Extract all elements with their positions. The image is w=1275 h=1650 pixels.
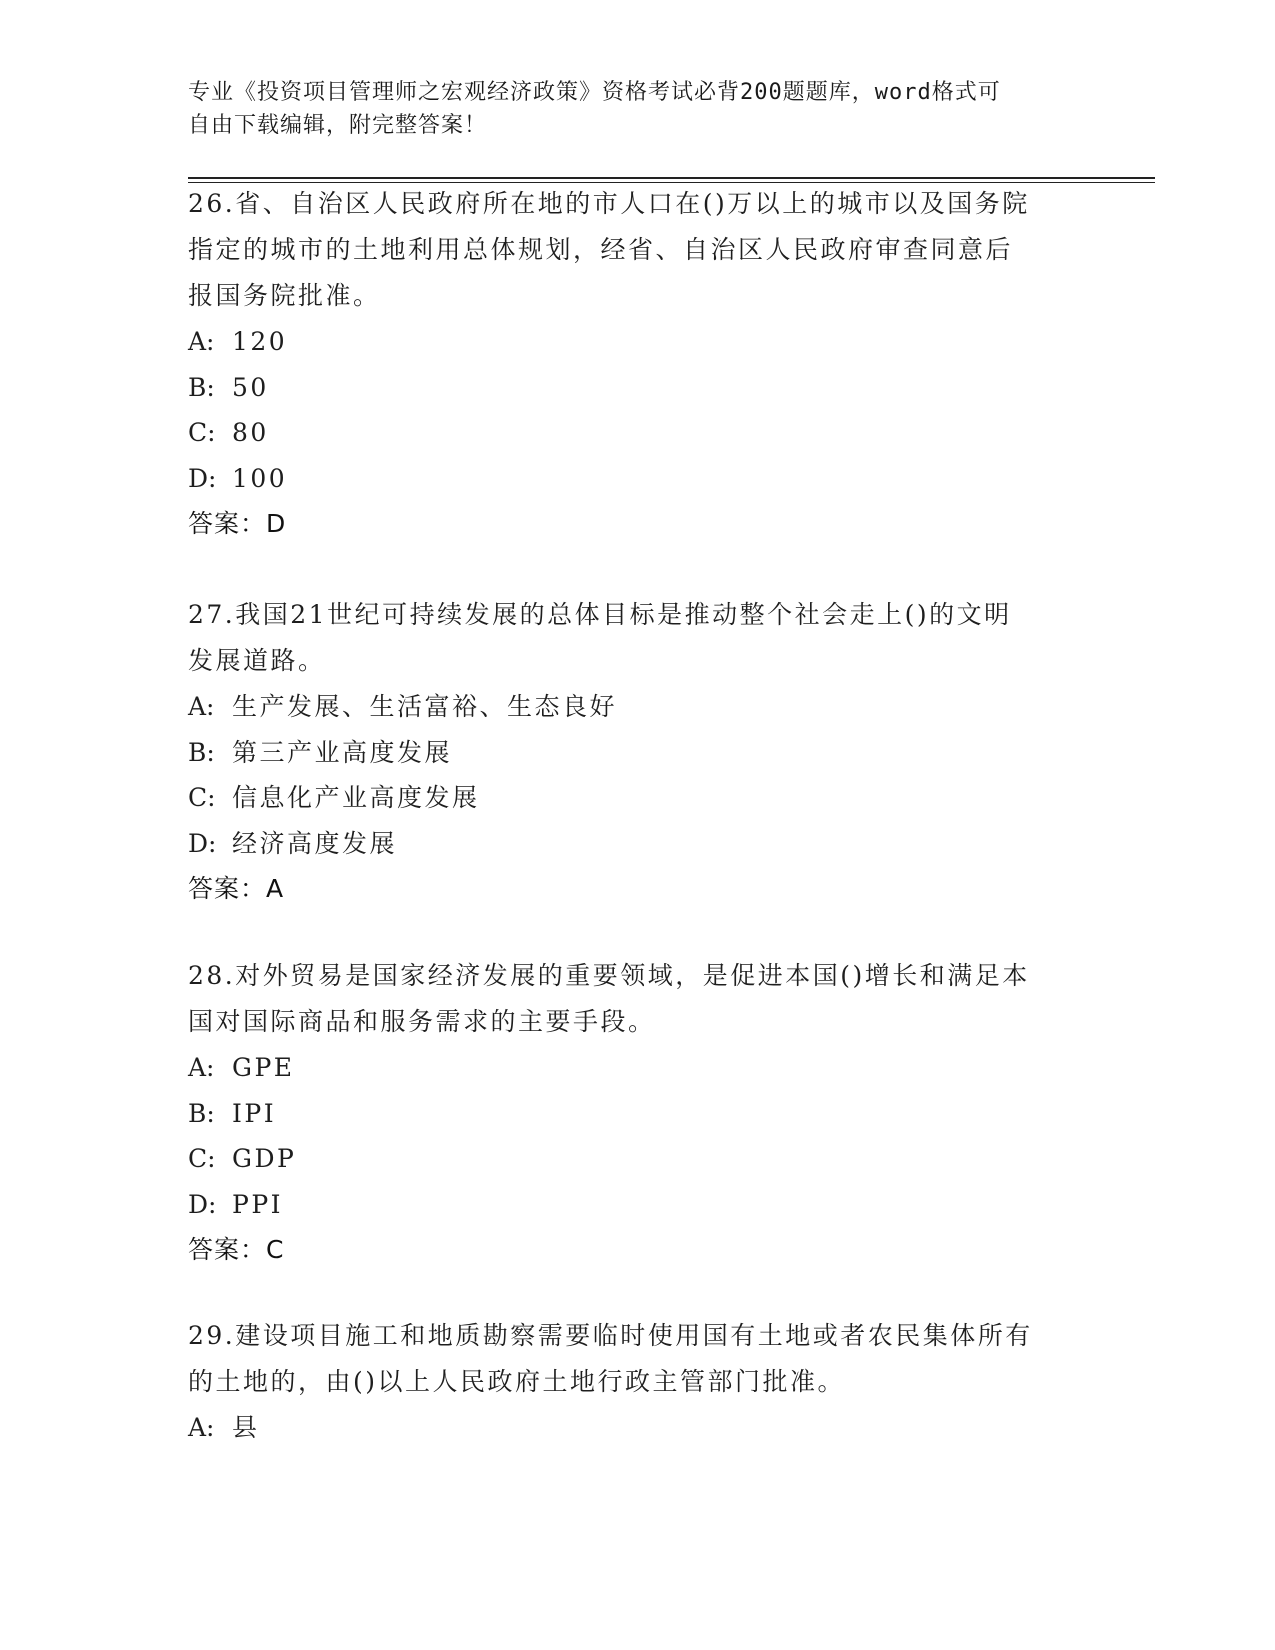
option-text: 100 <box>232 463 288 493</box>
stem-line: 报国务院批准。 <box>188 281 381 310</box>
option-d <box>188 1182 1088 1228</box>
option-a <box>188 684 1088 730</box>
option-text: 信息化产业高度发展 <box>232 783 480 812</box>
option-letter: C: <box>188 783 216 812</box>
question-stem <box>188 1313 1088 1405</box>
option-text: IPI <box>232 1098 277 1128</box>
option-b <box>188 1091 1088 1137</box>
option-d <box>188 821 1088 867</box>
option-a <box>188 1045 1088 1091</box>
answer-line: 答案：D <box>188 509 287 538</box>
stem-line: 26.省、自治区人民政府所在地的市人口在()万以上的城市以及国务院 <box>188 189 1030 218</box>
option-text: PPI <box>232 1189 284 1219</box>
stem-line: 发展道路。 <box>188 646 326 675</box>
stem-line: 的土地的，由()以上人民政府土地行政主管部门批准。 <box>188 1367 846 1396</box>
option-text: 经济高度发展 <box>232 828 398 858</box>
answer-line: 答案：A <box>188 874 285 903</box>
document-header <box>188 76 1068 142</box>
stem-line: 指定的城市的土地利用总体规划，经省、自治区人民政府审查同意后 <box>188 235 1014 264</box>
header-line-2: 自由下载编辑，附完整答案！ <box>188 113 488 138</box>
option-text: GPE <box>232 1053 295 1082</box>
stem-line: 28.对外贸易是国家经济发展的重要领域，是促进本国()增长和满足本 <box>188 961 1030 990</box>
option-letter: B: <box>188 737 215 767</box>
question-27 <box>188 592 1088 911</box>
option-letter: D: <box>188 463 217 493</box>
option-text: 第三产业高度发展 <box>232 737 453 767</box>
option-letter: A: <box>188 692 215 721</box>
option-c <box>188 1136 1088 1182</box>
answer-line: 答案：C <box>188 1235 285 1264</box>
question-29 <box>188 1313 1088 1451</box>
header-line-1: 专业《投资项目管理师之宏观经济政策》资格考试必背200题题库，word格式可 <box>188 80 1001 105</box>
option-text: 80 <box>232 418 269 447</box>
option-letter: D: <box>188 828 217 858</box>
option-letter: B: <box>188 1098 215 1128</box>
stem-line: 27.我国21世纪可持续发展的总体目标是推动整个社会走上()的文明 <box>188 600 1012 629</box>
option-letter: A: <box>188 1413 215 1442</box>
option-b <box>188 365 1088 411</box>
option-letter: D: <box>188 1189 217 1219</box>
header-divider-thick <box>188 177 1155 179</box>
option-text: 50 <box>232 372 269 402</box>
option-letter: A: <box>188 1053 215 1082</box>
option-c <box>188 775 1088 821</box>
stem-line: 29.建设项目施工和地质勘察需要临时使用国有土地或者农民集体所有 <box>188 1321 1033 1350</box>
option-text: 生产发展、生活富裕、生态良好 <box>232 692 618 721</box>
option-a <box>188 1405 1088 1451</box>
question-stem <box>188 181 1088 319</box>
option-text: GDP <box>232 1144 297 1173</box>
option-letter: B: <box>188 372 215 402</box>
question-stem <box>188 953 1088 1045</box>
option-a <box>188 319 1088 365</box>
option-letter: C: <box>188 1144 216 1173</box>
option-text: 县 <box>232 1413 260 1442</box>
option-letter: A: <box>188 327 215 356</box>
question-stem <box>188 592 1088 684</box>
option-b <box>188 730 1088 776</box>
option-d <box>188 456 1088 502</box>
question-26 <box>188 181 1088 546</box>
question-28 <box>188 953 1088 1272</box>
option-text: 120 <box>232 327 288 356</box>
option-c <box>188 410 1088 456</box>
option-letter: C: <box>188 418 216 447</box>
stem-line: 国对国际商品和服务需求的主要手段。 <box>188 1007 656 1036</box>
